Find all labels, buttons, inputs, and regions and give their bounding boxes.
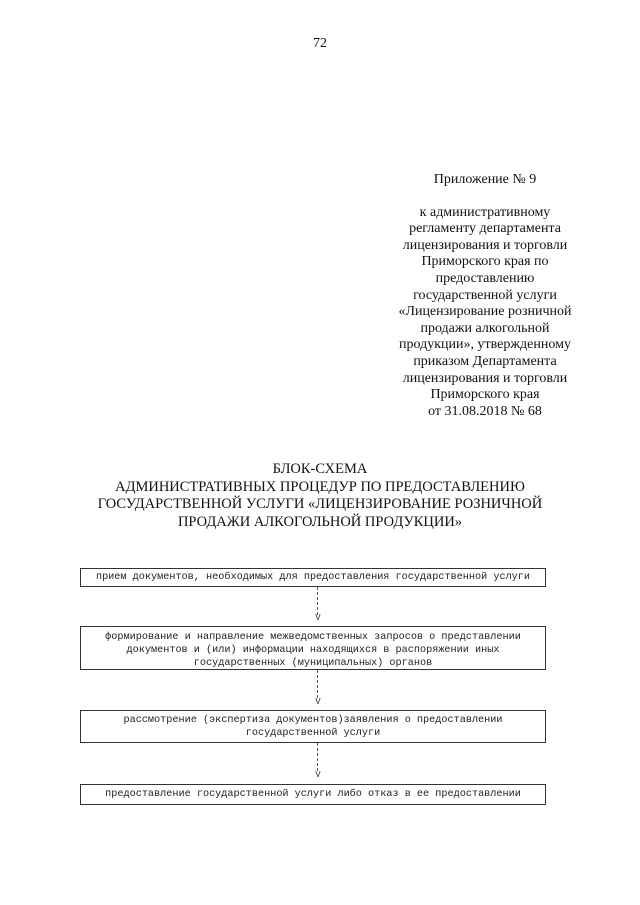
schema-title-line: ГОСУДАРСТВЕННОЙ УСЛУГИ «ЛИЦЕНЗИРОВАНИЕ РОЗНИЧНОЙ (97, 496, 543, 512)
flow-connector (317, 743, 319, 771)
flow-connector (317, 670, 319, 698)
appendix-line: лицензирования и торговли (402, 237, 568, 253)
flow-step-interagency-requests (80, 626, 546, 670)
appendix-block (380, 172, 590, 420)
arrow-down-icon: V (315, 613, 321, 623)
appendix-line: предоставлению (435, 270, 535, 286)
page-number: 72 (313, 36, 327, 51)
appendix-line: Приморского края по (421, 254, 549, 270)
flow-step-reception (80, 568, 546, 587)
appendix-line: Приморского края (430, 387, 540, 403)
flow-connector (317, 587, 319, 615)
flow-step-decision (80, 784, 546, 805)
flow-step-text: предоставление государственной услуги либо отказ в ее предоставлении (105, 789, 521, 800)
flow-step-text: прием документов, необходимых для предоставления государственной услуги (95, 572, 531, 583)
appendix-title: Приложение № 9 (433, 172, 537, 187)
appendix-line: продажи алкогольной (420, 320, 550, 336)
arrow-down-icon: V (315, 697, 321, 707)
schema-title-line: БЛОК-СХЕМА (272, 461, 368, 477)
appendix-line: приказом Департамента (413, 353, 557, 369)
appendix-line: от 31.08.2018 № 68 (428, 403, 542, 419)
appendix-line: продукции», утвержденному (399, 337, 571, 353)
flow-step-text: рассмотрение (экспертиза документов)заявления о предоставлении (123, 715, 503, 726)
appendix-line: лицензирования и торговли (402, 370, 568, 386)
schema-title-line: АДМИНИСТРАТИВНЫХ ПРОЦЕДУР ПО ПРЕДОСТАВЛЕНИЮ (115, 478, 525, 495)
flow-step-text: формирование и направление межведомственных запросов о представлении (105, 632, 521, 643)
appendix-line: к административному (419, 204, 551, 220)
arrow-down-icon: V (315, 770, 321, 780)
schema-title-line: ПРОДАЖИ АЛКОГОЛЬНОЙ ПРОДУКЦИИ» (177, 513, 463, 530)
flow-step-text: государственной услуги (245, 728, 381, 739)
schema-title (40, 461, 600, 531)
appendix-line: регламенту департамента (409, 221, 561, 237)
appendix-line: государственной услуги (413, 287, 557, 303)
flow-step-review (80, 710, 546, 743)
appendix-line: «Лицензирование розничной (398, 304, 572, 320)
flow-step-text: государственных (муниципальных) органов (193, 658, 433, 669)
flow-step-text: документов и (или) информации находящихся в распоряжении иных (126, 645, 500, 656)
